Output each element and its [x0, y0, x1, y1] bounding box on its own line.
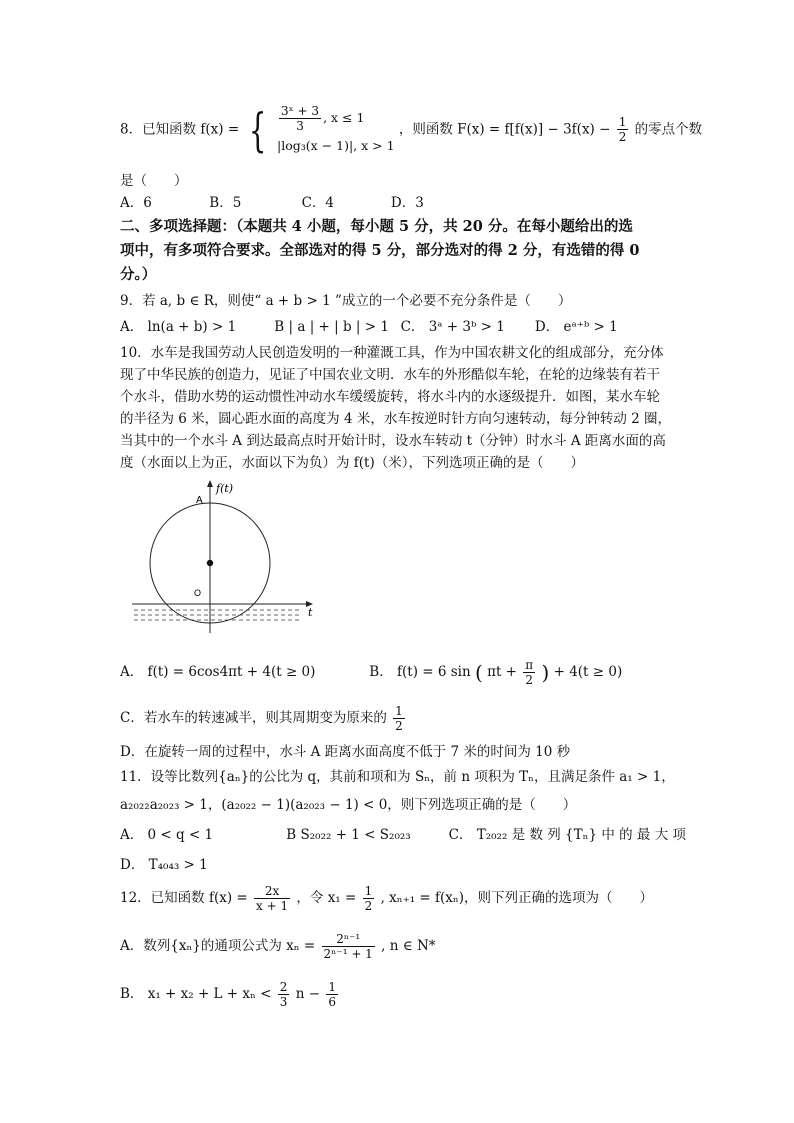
q12-option-b-den2: 6 [328, 995, 336, 1009]
label-a: A [196, 495, 203, 506]
q12-option-b-mid: n − [295, 986, 321, 1002]
q9-option-c: C． 3ᵃ + 3ᵇ > 1 [400, 319, 505, 335]
q12-option-a [120, 932, 680, 972]
q8-case2: |log₃(x − 1)|, x > 1 [277, 138, 395, 153]
q12-stem [120, 884, 680, 920]
q8-suffix-a: ，则函数 F(x) = f[f(x)] − 3f(x) − [398, 121, 611, 138]
q8-suffix-b: 的零点个数 [634, 121, 703, 138]
water-wheel-figure [130, 478, 330, 643]
q10-options-ab [120, 658, 680, 688]
q10-option-b-post: + 4(t ≥ 0) [553, 664, 623, 680]
q8-case1-den: 3 [296, 119, 304, 133]
q12-f-num: 2x [254, 884, 290, 899]
q9-option-d: D． eᵃ⁺ᵇ > 1 [534, 319, 618, 335]
q8-case1-num: 3ˣ + 3 [281, 104, 320, 118]
q11-line1: 11．设等比数列{aₙ}的公比为 q，其前和项和为 Sₙ，前 n 项积为 Tₙ，且满足条件 a₁ > 1， [120, 769, 675, 785]
q12-option-a-pre: A．数列{xₙ}的通项公式为 xₙ = [120, 938, 316, 954]
q10-line2: 现了中华民族的创造力，见证了中国农业文明．水车的外形酷似车轮，在轮的边缘装有若干 [120, 367, 660, 383]
q8-line2: 是（ ） [120, 173, 188, 189]
q10-option-b-pre: B． f(t) = 6 sin [369, 664, 471, 680]
q8-prefix: 8．已知函数 f(x) = [120, 121, 240, 138]
q8-option-c: C．4 [301, 195, 335, 211]
q8-half-num: 1 [618, 115, 627, 129]
q8-option-b: B．5 [209, 195, 242, 211]
q9-option-a: A． ln(a + b) > 1 [120, 319, 237, 335]
q12-option-b-num: 2 [279, 980, 288, 994]
q12-x1-num: 1 [364, 884, 373, 898]
q12-f-den: x + 1 [256, 899, 289, 913]
q11-option-c: C． T₂₀₂₂ 是 数 列 {Tₙ} 中 的 最 大 项 [448, 827, 687, 843]
q8-brace: { [249, 102, 267, 157]
wheel-center [207, 560, 213, 566]
q8-option-d: D．3 [390, 195, 424, 211]
q8-cases [277, 104, 395, 155]
q12-option-a-num: 2ⁿ⁻¹ [322, 932, 375, 947]
q8-option-a: A．6 [120, 195, 152, 211]
q11-line2: a₂₀₂₂a₂₀₂₃ > 1，(a₂₀₂₂ − 1)(a₂₀₂₃ − 1) < 0，则下列选项正确的是（ ） [120, 797, 577, 813]
q12-pre: 12．已知函数 f(x) = [120, 890, 248, 906]
q8-half-den: 2 [618, 130, 627, 144]
q10-line6: 度（水面以上为正，水面以下为负）为 f(t)（米），下列选项正确的是（ ） [120, 455, 584, 471]
label-ft: f(t) [216, 482, 234, 495]
q10-line4: 的半径为 6 米，圆心距水面的高度为 4 米，水车按逆时针方向匀速转动，每分钟转动 2 圈， [120, 411, 672, 427]
section2-line3: 分。） [120, 266, 157, 283]
q8-case1-cond: , x ≤ 1 [323, 110, 365, 125]
q12-option-b-pre: B． x₁ + x₂ + L + xₙ < [120, 986, 272, 1002]
section2-line1: 二、多项选择题：（本题共 4 小题，每小题 5 分，共 20 分。在每小题给出的选 [120, 218, 633, 235]
q10-line1: 10．水车是我国劳动人民创造发明的一种灌溉工具，作为中国农耕文化的组成部分，充分体 [120, 345, 664, 361]
q10-option-c [120, 704, 680, 734]
section2-line2: 项中，有多项符合要求。全部选对的得 5 分，部分选对的得 2 分，有选错的得 0 [120, 242, 640, 259]
y-axis-arrow [207, 480, 213, 487]
q10-option-c-den: 2 [395, 719, 403, 733]
q10-option-d: D．在旋转一周的过程中，水斗 A 距离水面高度不低于 7 米的时间为 10 秒 [120, 744, 571, 760]
q12-option-b [120, 980, 680, 1020]
q9-stem: 9．若 a, b ∈ R，则使“ a + b > 1 ”成立的一个必要不充分条件是（ ） [120, 293, 572, 309]
q12-post: , xₙ₊₁ = f(xₙ)，则下列正确的选项为（ ） [380, 890, 654, 906]
q10-line5: 当其中的一个水斗 A 到达最高点时开始计时，设水车转动 t（分钟）时水斗 A 距离水面的高 [120, 433, 666, 449]
q10-option-c-text: C．若水车的转速减半，则其周期变为原来的 [120, 710, 387, 726]
q10-option-b: B． f(t) = 6 sin ( πt + $\frac{\pi}{2}$ ) + 4(t ≥ 0) [369, 658, 623, 687]
q11-options-abc [120, 824, 687, 846]
q11-option-b: B S₂₀₂₂ + 1 < S₂₀₂₃ [286, 827, 411, 843]
q8-options [120, 192, 680, 214]
q12-option-b-num2: 1 [328, 980, 336, 994]
q12-option-a-post: , n ∈ N* [381, 938, 436, 954]
q10-line3: 个水斗，借助水势的运动惯性冲动水车缓缓旋转，将水斗内的水逐级提升．如图，某水车轮 [120, 389, 660, 405]
q11-option-a: A． 0 < q < 1 [120, 827, 214, 843]
q10-option-b-num: π [525, 658, 534, 672]
q10-option-c-num: 1 [395, 704, 403, 718]
q11-option-d: D． T₄₀₄₃ > 1 [120, 857, 208, 873]
q10-option-a: A． f(t) = 6cos4πt + 4(t ≥ 0) [120, 664, 316, 680]
label-o: O [194, 588, 202, 598]
q12-x1-den: 2 [364, 899, 373, 913]
label-t: t [308, 606, 313, 619]
q9-options [120, 316, 680, 338]
q9-option-b: B | a | + | b | > 1 [274, 319, 389, 335]
q12-option-b-den: 3 [279, 995, 288, 1009]
q8-stem [120, 102, 703, 157]
q10-option-b-den: 2 [525, 673, 534, 687]
q12-mid: ，令 x₁ = [296, 890, 357, 906]
q12-option-a-den: 2ⁿ⁻¹ + 1 [323, 947, 373, 961]
q10-option-b-inner: πt + [487, 664, 517, 680]
